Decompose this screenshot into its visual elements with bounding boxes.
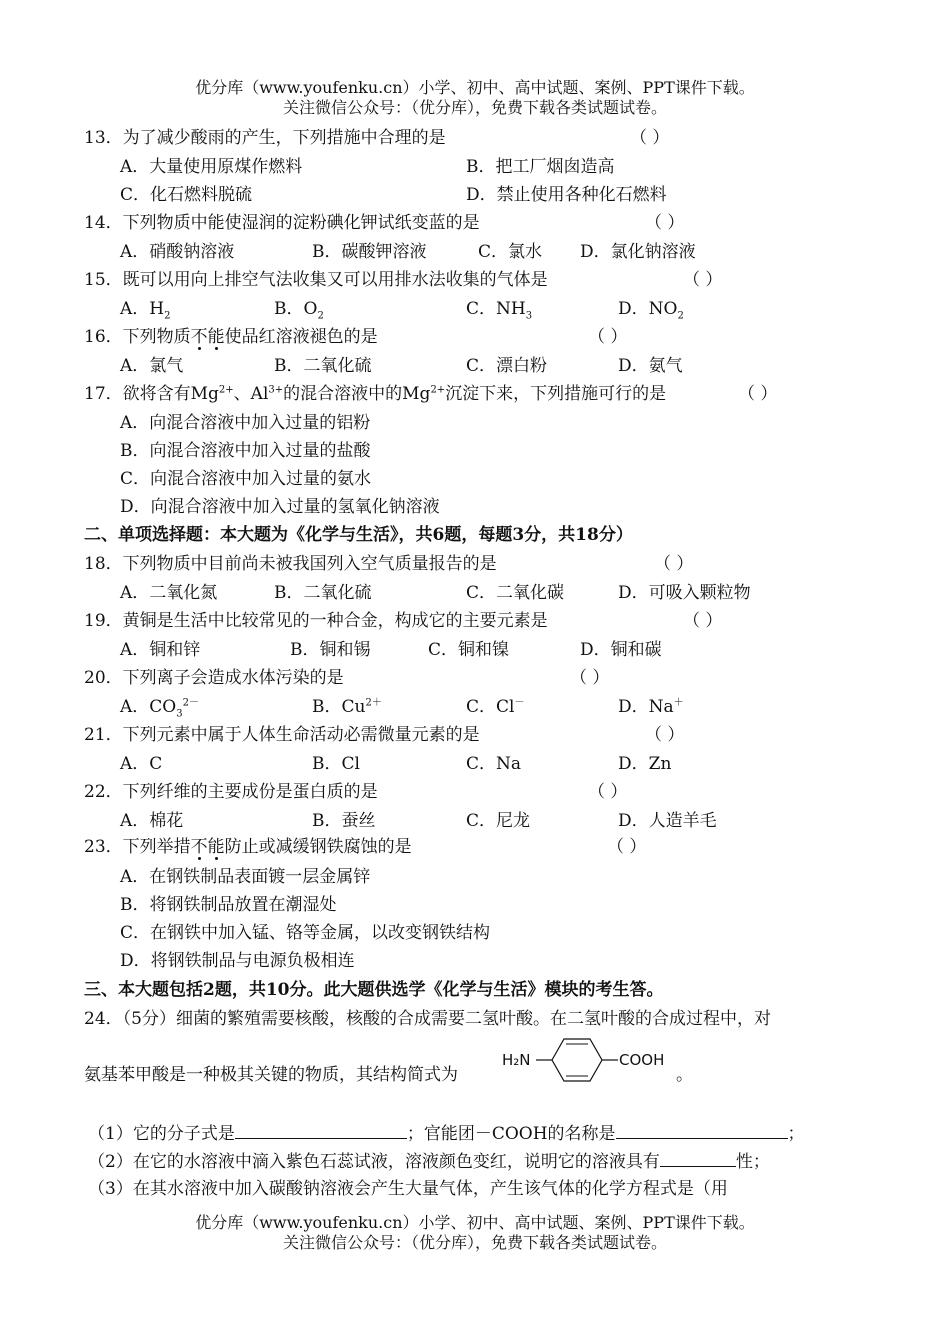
q17-option-b: B．向混合溶液中加入过量的盐酸 [120, 441, 371, 461]
q19-stem: 19．黄铜是生活中比较常见的一种合金，构成它的主要元素是 [84, 611, 548, 631]
q24-intro-line-1: 24．（5分）细菌的繁殖需要核酸，核酸的合成需要二氢叶酸。在二氢叶酸的合成过程中，对 [84, 1009, 771, 1029]
q16-option-b: B．二氧化硫 [274, 356, 372, 376]
q24-line-2-end: 。 [676, 1065, 693, 1085]
q14-option-c: C．氯水 [478, 242, 543, 262]
q24-part-1: （1）它的分子式是 ；官能团－COOH的名称是 ； [88, 1120, 805, 1147]
q22-option-a: A．棉花 [120, 811, 184, 831]
q23-option-c: C．在钢铁中加入锰、铬等金属，以改变钢铁结构 [120, 923, 491, 943]
answer-blank[interactable] [660, 1148, 736, 1167]
q18-option-c: C．二氧化碳 [466, 583, 565, 603]
footer-line-2: 关注微信公众号：（优分库），免费下载各类试题试卷。 [282, 1233, 667, 1252]
footer-line-1: 优分库（www.youfenku.cn）小学、初中、高中试题、案例、PPT课件下载。 [195, 1213, 755, 1232]
q15-option-c: C．$NH_3$ [466, 299, 533, 322]
emphasis-dot-char: 不 [190, 837, 208, 857]
structure-carboxyl-group: COOH [619, 1051, 665, 1069]
q20-option-a: A．$CO_3^{2-}$ [120, 697, 199, 720]
section-2-heading: 二、单项选择题：本大题为《化学与生活》，共6题，每题3分，共18分） [84, 525, 633, 545]
q15-option-a: A．$H_2$ [120, 299, 171, 322]
q18-option-a: A．二氧化氮 [120, 583, 218, 603]
q20-stem: 20．下列离子会造成水体污染的是 [84, 668, 344, 688]
q19-answer-paren: （ ） [683, 611, 723, 631]
q16-answer-paren: （ ） [588, 327, 628, 347]
q13-option-c: C．化石燃料脱硫 [120, 185, 253, 205]
q13-option-d: D．禁止使用各种化石燃料 [466, 185, 667, 205]
q22-option-c: C．尼龙 [466, 811, 531, 831]
q17-stem: 17．欲将含有$Mg^{2+}$、$Al^{3+}$的混合溶液中的$Mg^{2+}$沉淀下来，下列措施可行的是 [84, 384, 667, 404]
q23-option-a: A．在钢铁制品表面镀一层金属锌 [120, 867, 371, 887]
q20-option-d: D．Na＋ [618, 697, 684, 717]
header-line-1: 优分库（www.youfenku.cn）小学、初中、高中试题、案例、PPT课件下载。 [195, 78, 755, 97]
q18-option-b: B．二氧化硫 [274, 583, 372, 603]
q23-stem: 23．下列举措不能防止或减缓钢铁腐蚀的是 [84, 837, 412, 857]
q23-option-b: B．将钢铁制品放置在潮湿处 [120, 895, 337, 915]
q14-option-a: A．硝酸钠溶液 [120, 242, 235, 262]
q21-option-d: D．Zn [618, 754, 672, 774]
q23-option-d: D．将钢铁制品与电源负极相连 [120, 951, 355, 971]
q13-answer-paren: （ ） [630, 128, 670, 148]
q13-option-b: B．把工厂烟囱造高 [466, 157, 615, 177]
q21-option-b: B．Cl [312, 754, 360, 774]
emphasis-dot-char: 能 [207, 837, 225, 857]
q22-option-d: D．人造羊毛 [618, 811, 717, 831]
structure-amino-group: H₂N [502, 1051, 531, 1069]
q17-option-d: D．向混合溶液中加入过量的氢氧化钠溶液 [120, 497, 440, 517]
q19-option-c: C．铜和镍 [428, 640, 510, 660]
q16-stem: 16．下列物质不能使品红溶液褪色的是 [84, 327, 378, 347]
section-3-heading: 三、本大题包括2题，共10分。此大题供选学《化学与生活》模块的考生答。 [84, 980, 664, 1000]
q17-option-a: A．向混合溶液中加入过量的铝粉 [120, 413, 371, 433]
q22-stem: 22．下列纤维的主要成份是蛋白质的是 [84, 782, 378, 802]
page-footer [0, 1213, 950, 1253]
page-header [0, 78, 950, 118]
q14-stem: 14．下列物质中能使湿润的淀粉碘化钾试纸变蓝的是 [84, 213, 480, 233]
q13-stem: 13．为了减少酸雨的产生，下列措施中合理的是 [84, 128, 446, 148]
q21-stem: 21．下列元素中属于人体生命活动必需微量元素的是 [84, 725, 480, 745]
q16-option-c: C．漂白粉 [466, 356, 548, 376]
q18-stem: 18．下列物质中目前尚未被我国列入空气质量报告的是 [84, 554, 497, 574]
q24-part-2: （2）在它的水溶液中滴入紫色石蕊试液，溶液颜色变红，说明它的溶液具有 性； [88, 1148, 770, 1175]
header-line-2: 关注微信公众号：（优分库），免费下载各类试题试卷。 [282, 98, 667, 117]
q14-answer-paren: （ ） [645, 213, 685, 233]
answer-blank[interactable] [235, 1120, 407, 1139]
q21-option-a: A．C [120, 754, 163, 774]
q17-option-c: C．向混合溶液中加入过量的氨水 [120, 469, 372, 489]
structure-formula [500, 1034, 675, 1090]
q18-option-d: D．可吸入颗粒物 [618, 583, 751, 603]
q15-option-b: B．$O_2$ [274, 299, 324, 322]
q19-option-d: D．铜和碳 [580, 640, 662, 660]
q19-option-a: A．铜和锌 [120, 640, 201, 660]
q16-option-d: D．氨气 [618, 356, 683, 376]
q19-option-b: B．铜和锡 [290, 640, 371, 660]
q14-option-b: B．碳酸钾溶液 [312, 242, 427, 262]
q13-option-a: A．大量使用原煤作燃料 [120, 157, 303, 177]
q22-option-b: B．蚕丝 [312, 811, 376, 831]
q20-answer-paren: （ ） [570, 668, 610, 688]
q15-stem: 15．既可以用向上排空气法收集又可以用排水法收集的气体是 [84, 270, 548, 290]
q20-option-c: C．Cl－ [466, 697, 525, 717]
q23-answer-paren: （ ） [607, 837, 647, 857]
benzene-ring [552, 1039, 602, 1081]
q24-part-3: （3）在其水溶液中加入碳酸钠溶液会产生大量气体，产生该气体的化学方程式是（用 [88, 1179, 728, 1199]
q16-option-a: A．氯气 [120, 356, 184, 376]
q15-answer-paren: （ ） [683, 270, 723, 290]
answer-blank[interactable] [616, 1120, 788, 1139]
q14-option-d: D．氯化钠溶液 [580, 242, 696, 262]
emphasis-dot-char: 不 [190, 327, 208, 347]
emphasis-dot-char: 能 [207, 327, 225, 347]
q18-answer-paren: （ ） [654, 554, 694, 574]
q17-answer-paren: （ ） [738, 384, 778, 404]
q15-option-d: D．$NO_2$ [618, 299, 684, 322]
q22-answer-paren: （ ） [588, 782, 628, 802]
q20-option-b: B．$Cu^{2+}$ [312, 697, 382, 717]
q21-answer-paren: （ ） [645, 725, 685, 745]
q24-intro-line-2: 氨基苯甲酸是一种极其关键的物质，其结构简式为 [84, 1065, 458, 1085]
q21-option-c: C．Na [466, 754, 522, 774]
